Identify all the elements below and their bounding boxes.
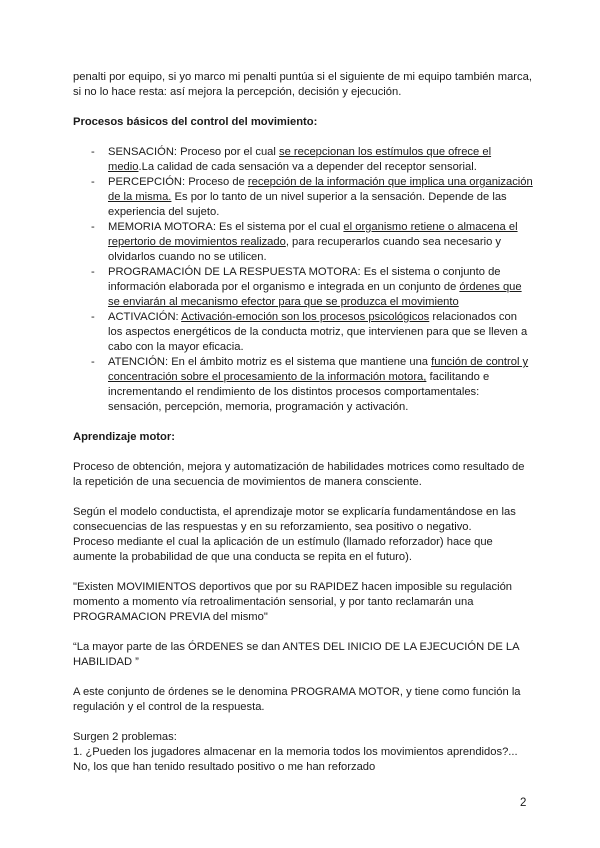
intro-paragraph: penalti por equipo, si yo marco mi penalti puntúa si el siguiente de mi equipo también marca, si no lo hace resta: así mejora la percepción, decisión y ejecución. xyxy=(73,71,532,98)
reforzador-paragraph: Proceso mediante el cual la aplicación de un estímulo (llamado reforzador) hace que aumente la probabilidad de que una conducta se repita en el futuro). xyxy=(73,536,493,563)
definition-paragraph: Proceso de obtención, mejora y automatización de habilidades motrices como resultado de la repetición de una secuencia de movimientos de manera consciente. xyxy=(73,461,525,488)
quote-ordenes: “La mayor parte de las ÓRDENES se dan ANTES DEL INICIO DE LA EJECUCIÓN DE LA HABILIDAD ” xyxy=(73,641,520,668)
document-page xyxy=(73,70,533,775)
list-item: - SENSACIÓN: Proceso por el cual se recepcionan los estímulos que ofrece el medio.La calidad de cada sensación va a depender del receptor sensorial. xyxy=(91,146,492,173)
page-number: 2 xyxy=(520,797,527,809)
procesos-list xyxy=(73,145,533,415)
conductista-paragraph: Según el modelo conductista, el aprendizaje motor se explicaría fundamentándose en las consecuencias de las respuestas y en su reforzamiento, sea positivo o negativo. xyxy=(73,506,516,533)
problema-1: 1. ¿Pueden los jugadores almacenar en la memoria todos los movimientos aprendidos?... xyxy=(73,746,518,758)
programa-motor-paragraph: A este conjunto de órdenes se le denomina PROGRAMA MOTOR, y tiene como función la regulación y el control de la respuesta. xyxy=(73,686,521,713)
section-heading-aprendizaje: Aprendizaje motor: xyxy=(73,431,175,443)
list-item: - ACTIVACIÓN: Activación-emoción son los procesos psicológicos relacionados con los aspectos energéticos de la conducta motriz, que intervienen para que se lleven a cabo con la mayor eficacia. xyxy=(91,311,528,353)
quote-movimientos: "Existen MOVIMIENTOS deportivos que por su RAPIDEZ hacen imposible su regulación momento a momento vía retroalimentación sensorial, y por tanto reclamarán una PROGRAMACION PREVIA del mismo" xyxy=(73,581,513,623)
problemas-intro: Surgen 2 problemas: xyxy=(73,731,177,743)
problema-1-answer: No, los que han tenido resultado positivo o me han reforzado xyxy=(73,761,376,773)
list-item: - MEMORIA MOTORA: Es el sistema por el cual el organismo retiene o almacena el repertorio de movimientos realizado, para recuperarlos cuando sea necesario y olvidarlos cuando no se utilicen. xyxy=(91,221,518,263)
list-item: - PERCEPCIÓN: Proceso de recepción de la información que implica una organización de la misma. Es por lo tanto de un nivel superior a la sensación. Depende de las experiencia del sujeto. xyxy=(91,176,533,218)
section-heading-procesos: Procesos básicos del control del movimiento: xyxy=(73,116,318,128)
list-item: - PROGRAMACIÓN DE LA RESPUESTA MOTORA: Es el sistema o conjunto de información elaborada por el organismo e integrada en un conjunto de órdenes que se enviarán al mecanismo efector para que se produzca el movimiento xyxy=(91,266,522,308)
list-item: - ATENCIÓN: En el ámbito motriz es el sistema que mantiene una función de control y concentración sobre el procesamiento de la información motora, facilitando e incrementando el rendimiento de los distintos procesos comportamentales: sensación, percepción, memoria, programación y activación. xyxy=(91,356,529,413)
